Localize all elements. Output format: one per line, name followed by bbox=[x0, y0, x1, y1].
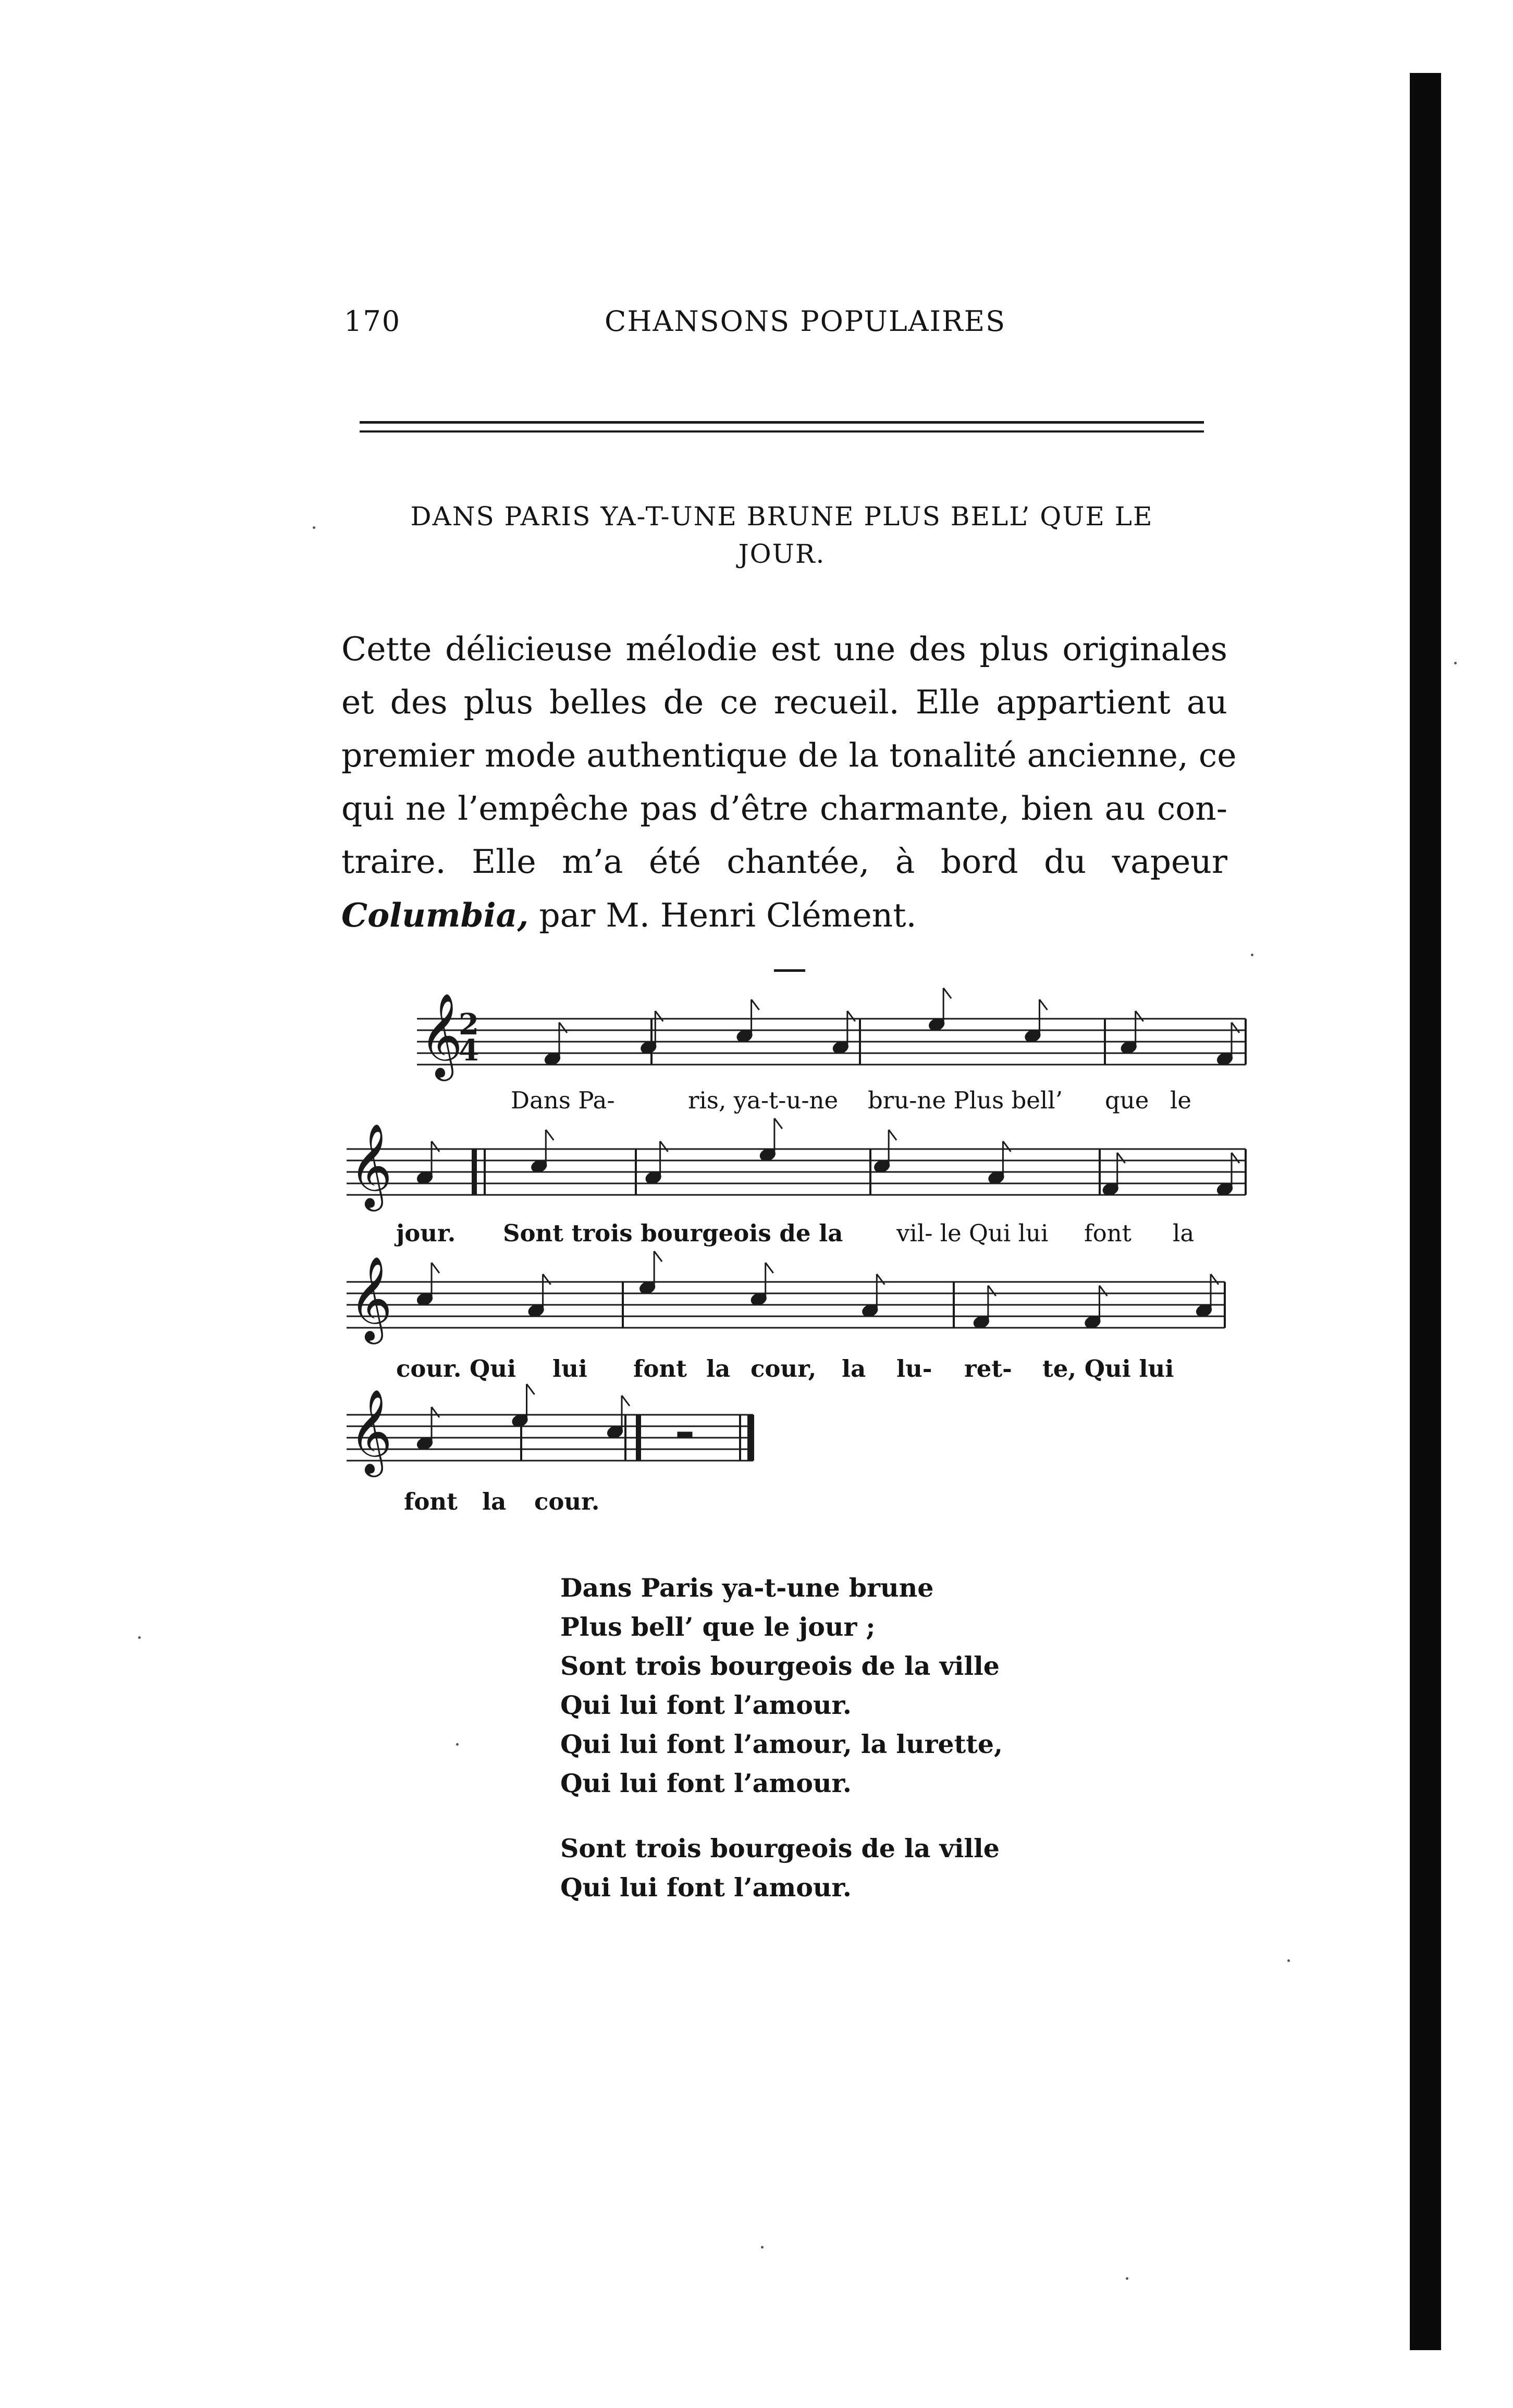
song-title: DANS PARIS YA-T-UNE BRUNE PLUS BELL’ QUE LE JOUR. bbox=[410, 501, 1153, 569]
note-flag bbox=[432, 1407, 439, 1417]
lyric-syllable: que bbox=[1105, 1086, 1149, 1114]
song-verses bbox=[560, 1569, 1003, 1907]
note-flag bbox=[660, 1141, 668, 1152]
treble-clef: 𝄞 bbox=[420, 993, 463, 1078]
verse-line: Dans Paris ya-t-une brune bbox=[560, 1573, 934, 1603]
verse-line: Sont trois bourgeois de la ville bbox=[560, 1833, 1000, 1863]
lyric-syllable: font bbox=[404, 1488, 458, 1515]
running-head: CHANSONS POPULAIRES bbox=[605, 305, 1006, 338]
note-flag bbox=[988, 1286, 996, 1296]
intro-line: traire. Elle m’a été chantée, à bord du vapeur bbox=[341, 843, 1227, 881]
lyric-syllable: la bbox=[842, 1355, 866, 1382]
lyric-syllable: bru-ne Plus bell’ bbox=[868, 1086, 1063, 1114]
note-flag bbox=[889, 1130, 896, 1140]
note-flag bbox=[622, 1396, 630, 1406]
verse-line: Qui lui font l’amour. bbox=[560, 1768, 852, 1798]
lyric-syllable: le bbox=[1170, 1086, 1192, 1114]
note-flag bbox=[766, 1263, 773, 1273]
verse-line: Qui lui font l’amour. bbox=[560, 1872, 852, 1903]
note-flag bbox=[1136, 1011, 1143, 1021]
note-flag bbox=[1003, 1141, 1011, 1152]
lyric-syllable: la bbox=[1173, 1219, 1195, 1247]
stanza-gap bbox=[560, 1803, 1003, 1829]
verse-line: Qui lui font l’amour, la lurette, bbox=[560, 1729, 1003, 1759]
lyric-syllable: vil- le Qui lui bbox=[896, 1219, 1049, 1247]
lyric-syllable: ret- bbox=[964, 1355, 1012, 1382]
note-flag bbox=[877, 1274, 884, 1285]
note-flag bbox=[774, 1118, 782, 1129]
note-flag bbox=[543, 1274, 551, 1285]
note-flag bbox=[527, 1384, 535, 1394]
verse-line: Sont trois bourgeois de la ville bbox=[560, 1651, 1000, 1681]
time-signature: 2 bbox=[459, 1007, 479, 1042]
note-flag bbox=[1117, 1153, 1125, 1163]
treble-clef: 𝄞 bbox=[349, 1256, 392, 1341]
lyric-syllable: te, Qui lui bbox=[1042, 1355, 1174, 1382]
note-flag bbox=[432, 1263, 439, 1273]
intro-line-rest: par M. Henri Clément. bbox=[528, 896, 917, 934]
lyric-syllable: la bbox=[706, 1355, 731, 1382]
note-flag bbox=[546, 1130, 553, 1140]
note-flag bbox=[1232, 1022, 1239, 1033]
lyric-syllable: lui bbox=[552, 1355, 587, 1382]
note-flag bbox=[847, 1011, 855, 1021]
intro-line: qui ne l’empêche pas d’être charmante, bien au con- bbox=[341, 789, 1227, 828]
note-flag bbox=[655, 1011, 663, 1021]
intro-line: et des plus belles de ce recueil. Elle appartient au bbox=[341, 683, 1227, 721]
lyric-syllable: cour, bbox=[751, 1355, 817, 1382]
lyric-syllable: jour. bbox=[396, 1219, 456, 1247]
lyric-syllable: cour. bbox=[534, 1488, 600, 1515]
lyric-syllable: cour. Qui bbox=[396, 1355, 516, 1382]
note-flag bbox=[752, 999, 759, 1010]
note-flag bbox=[1211, 1274, 1219, 1285]
note-flag bbox=[432, 1141, 439, 1152]
lyric-syllable: Dans Pa- bbox=[511, 1086, 615, 1114]
note-flag bbox=[1232, 1153, 1239, 1163]
lyric-syllable: ris, ya-t-u-ne bbox=[688, 1086, 839, 1114]
page-number: 170 bbox=[344, 305, 401, 338]
intro-line: premier mode authentique de la tonalité ancienne, ce bbox=[341, 736, 1237, 774]
lyric-syllable: font bbox=[1084, 1219, 1131, 1247]
note-flag bbox=[559, 1022, 567, 1033]
treble-clef: 𝄞 bbox=[349, 1123, 392, 1208]
note-flag bbox=[654, 1251, 662, 1262]
intro-line: Cette délicieuse mélodie est une des plus originales bbox=[341, 630, 1227, 668]
time-signature: 4 bbox=[459, 1033, 479, 1068]
verse-line: Qui lui font l’amour. bbox=[560, 1690, 852, 1720]
lyric-syllable: la bbox=[482, 1488, 507, 1515]
lyric-syllable: lu- bbox=[896, 1355, 932, 1382]
ship-name: Columbia, bbox=[341, 896, 529, 934]
treble-clef: 𝄞 bbox=[349, 1389, 392, 1474]
note-flag bbox=[943, 988, 951, 998]
lyric-syllable: Sont trois bourgeois de la bbox=[503, 1219, 843, 1247]
note-flag bbox=[1039, 999, 1047, 1010]
note-flag bbox=[1099, 1286, 1107, 1296]
lyric-syllable: font bbox=[633, 1355, 687, 1382]
verse-line: Plus bell’ que le jour ; bbox=[560, 1612, 876, 1642]
rest bbox=[678, 1432, 692, 1438]
